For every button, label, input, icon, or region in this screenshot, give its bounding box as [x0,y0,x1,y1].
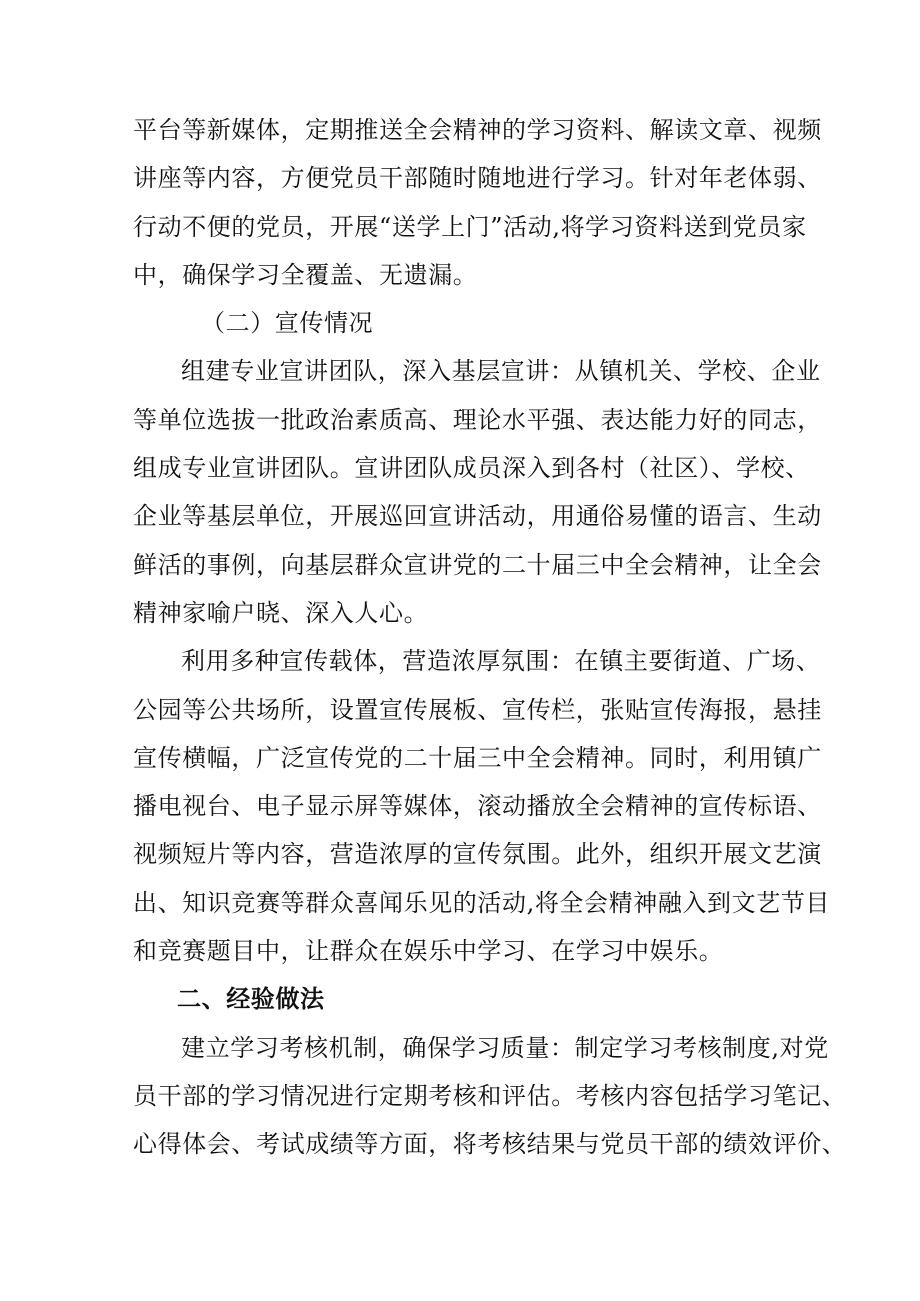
text-line: 鲜活的事例，向基层群众宣讲党的二十届三中全会精神，让全会 [133,550,822,579]
text-line: 员干部的学习情况进行定期考核和评估。考核内容包括学习笔记、 [133,1081,847,1110]
text-line: 和竞赛题目中，让群众在娱乐中学习、在学习中娱乐。 [133,937,724,966]
text-line: 讲座等内容，方便党员干部随时随地进行学习。针对年老体弱、 [133,164,822,193]
text-line: 等单位选拔一批政治素质高、理论水平强、表达能力好的同志， [133,405,822,434]
text-line: 宣传横幅，广泛宣传党的二十届三中全会精神。同时，利用镇广 [133,743,822,772]
text-line: 视频短片等内容，营造浓厚的宣传氛围。此外，组织开展文艺演 [133,840,822,869]
text-line: 企业等基层单位，开展巡回宣讲活动，用通俗易懂的语言、生动 [133,502,822,531]
text-line: 建立学习考核机制，确保学习质量：制定学习考核制度,对党 [181,1033,829,1062]
text-line: 播电视台、电子显示屏等媒体，滚动播放全会精神的宣传标语、 [133,792,822,821]
text-line: 组建专业宣讲团队，深入基层宣讲：从镇机关、学校、企业 [181,357,821,386]
text-line: 精神家喻户晓、深入人心。 [133,598,429,627]
section-heading: 二、经验做法 [177,985,325,1014]
document-body [133,106,847,1169]
subsection-heading: （二）宣传情况 [201,309,374,338]
text-line: 组成专业宣讲团队。宣讲团队成员深入到各村（社区）、学校、 [133,454,810,483]
text-line: 中，确保学习全覆盖、无遗漏。 [133,260,478,289]
text-line: 公园等公共场所，设置宣传展板、宣传栏，张贴宣传海报，悬挂 [133,695,822,724]
text-line: 平台等新媒体，定期推送全会精神的学习资料、解读文章、视频 [133,116,822,144]
text-line: 利用多种宣传载体，营造浓厚氛围：在镇主要街道、广场、 [181,647,821,676]
text-line: 行动不便的党员，开展“送学上门”活动,将学习资料送到党员家 [133,212,807,241]
text-line: 心得体会、考试成绩等方面，将考核结果与党员干部的绩效评价、 [133,1130,847,1159]
text-line: 出、知识竞赛等群众喜闻乐见的活动,将全会精神融入到文艺节目 [133,888,831,917]
